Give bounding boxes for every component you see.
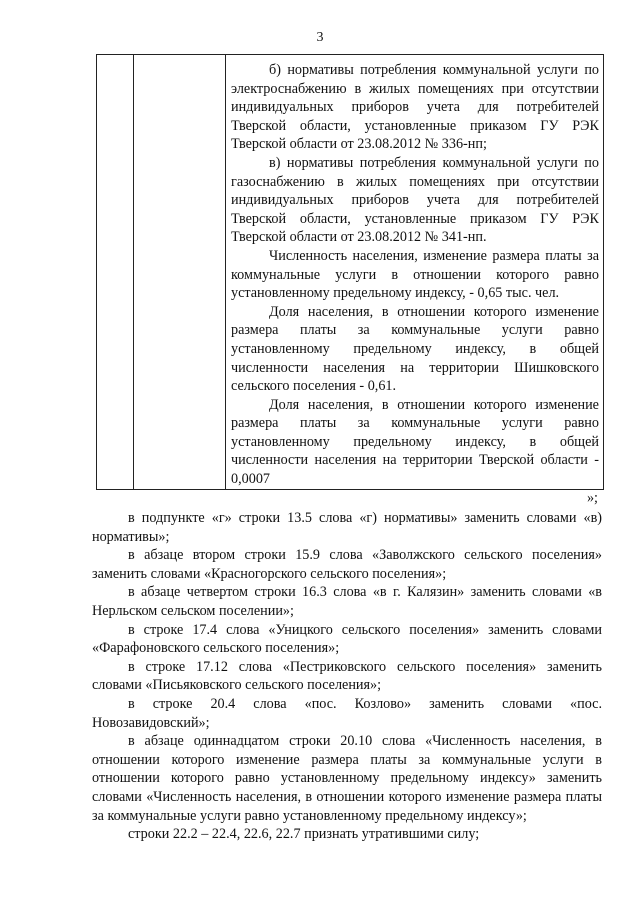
- table-paragraph-share-region: Доля населения, в отношении которого изменение размера платы за коммунальные услуги равно установленному предельному индексу, в общей численности населения на территории Тверской области - 0,0007: [231, 396, 599, 488]
- amendment-paragraph: в строке 17.12 слова «Пестриковского сельского поселения» заменить словами «Письяковского сельского поселения»;: [92, 658, 602, 694]
- amendment-paragraph: в абзаце одиннадцатом строки 20.10 слова «Численность населения, в отношении которого изменение размера платы за коммунальные услуги в отношении которого равно установленному предельному индексу» заменить словами «Численность населения, в отношении которого изменение размера платы за коммунальные услуги равно установленному предельному индексу»;: [92, 733, 602, 824]
- amendment-paragraph: строки 22.2 – 22.4, 22.6, 22.7 признать утратившими силу;: [128, 826, 480, 843]
- table-column-divider: [133, 55, 134, 489]
- table-fragment: [96, 54, 604, 490]
- table-paragraph-electricity-norms: б) нормативы потребления коммунальной услуги по электроснабжению в жилых помещениях при отсутствии индивидуальных приборов учета для потребителей Тверской области, установленные приказом ГУ РЭК Тверской области от 23.08.2012 № 336-нп;: [231, 62, 599, 153]
- table-paragraph-population-count: Численность населения, изменение размера платы за коммунальные услуги в отношении которого равно установленному предельному индексу, - 0,65 тыс. чел.: [231, 247, 599, 302]
- table-text-cell: [231, 61, 599, 489]
- amendment-paragraph: в абзаце втором строки 15.9 слова «Заволжского сельского поселения» заменить словами «Красногорского сельского поселения»;: [92, 547, 602, 582]
- amendment-paragraph: в строке 17.4 слова «Уницкого сельского поселения» заменить словами «Фарафоновского сельского поселения»;: [92, 621, 602, 657]
- table-column-divider: [225, 55, 226, 489]
- table-paragraph-share-settlement: Доля населения, в отношении которого изменение размера платы за коммунальные услуги равно установленному предельному индексу, в общей численности населения на территории Шишковского сельского поселения - 0,61.: [231, 303, 599, 395]
- page-number: 3: [316, 30, 324, 45]
- amendment-paragraph: в подпункте «г» строки 13.5 слова «г) нормативы» заменить словами «в) нормативы»;: [92, 510, 602, 545]
- amendments-list: [92, 509, 602, 844]
- closing-quote: »;: [586, 490, 598, 506]
- amendment-paragraph: в абзаце четвертом строки 16.3 слова «в г. Калязин» заменить словами «в Нерльском сельском поселении»;: [92, 584, 602, 619]
- table-paragraph-gas-norms: в) нормативы потребления коммунальной услуги по газоснабжению в жилых помещениях при отсутствии индивидуальных приборов учета для потребителей Тверской области, установленные приказом ГУ РЭК Тверской области от 23.08.2012 № 341-нп.: [231, 154, 599, 246]
- amendment-paragraph: в строке 20.4 слова «пос. Козлово» заменить словами «пос. Новозавидовский»;: [92, 695, 602, 731]
